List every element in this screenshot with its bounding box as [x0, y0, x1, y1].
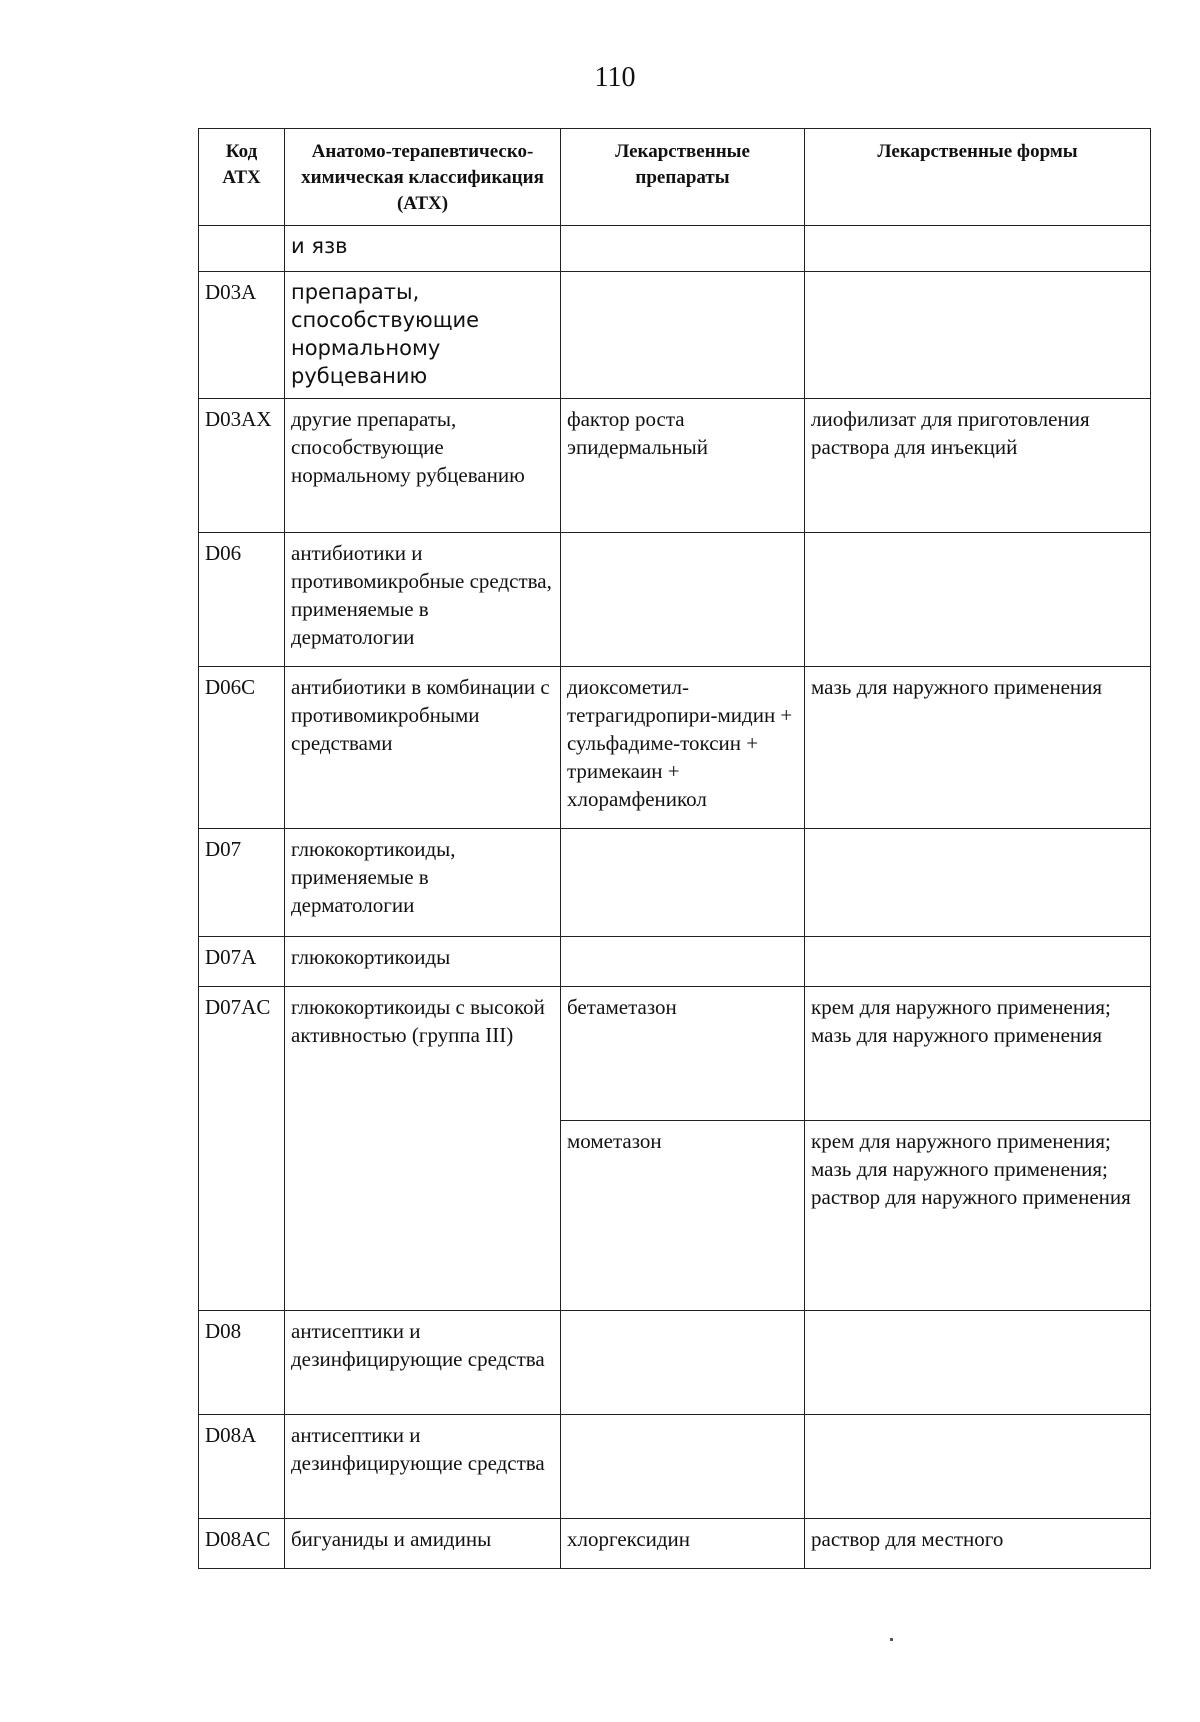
table-row: [199, 1311, 1151, 1415]
cell-classification: антисептики и дезинфицирующие средства: [285, 1415, 561, 1519]
cell-code: [199, 226, 285, 272]
cell-code: D08: [199, 1311, 285, 1415]
cell-code: D07AC: [199, 987, 285, 1311]
cell-form: крем для наружного применения; мазь для наружного применения; раствор для наружного применения: [805, 1121, 1151, 1311]
cell-code: D03A: [199, 272, 285, 399]
cell-form: [805, 272, 1151, 399]
cell-form: [805, 1311, 1151, 1415]
cell-classification: антибиотики в комбинации с противомикробными средствами: [285, 667, 561, 829]
header-drugs: Лекарственные препараты: [561, 129, 805, 226]
table-row: [199, 937, 1151, 987]
cell-form: [805, 226, 1151, 272]
cell-classification: антисептики и дезинфицирующие средства: [285, 1311, 561, 1415]
cell-form: крем для наружного применения; мазь для наружного применения: [805, 987, 1151, 1121]
cell-classification: антибиотики и противомикробные средства, применяемые в дерматологии: [285, 533, 561, 667]
table-row: [199, 272, 1151, 399]
cell-classification: глюкокортикоиды, применяемые в дерматологии: [285, 829, 561, 937]
cell-drug: фактор роста эпидермальный: [561, 399, 805, 533]
cell-code: D08A: [199, 1415, 285, 1519]
table-row: [199, 667, 1151, 829]
cell-code: D07A: [199, 937, 285, 987]
cell-form: лиофилизат для приготовления раствора для инъекций: [805, 399, 1151, 533]
cell-form: раствор для местного: [805, 1519, 1151, 1569]
table-row: [199, 226, 1151, 272]
cell-form: мазь для наружного применения: [805, 667, 1151, 829]
table-row: [199, 399, 1151, 533]
table-header-row: [199, 129, 1151, 226]
cell-classification: бигуаниды и амидины: [285, 1519, 561, 1569]
cell-drug: [561, 937, 805, 987]
cell-form: [805, 1415, 1151, 1519]
cell-drug: диоксометил-тетрагидропири-мидин + сульфадиме-токсин + тримекаин + хлорамфеникол: [561, 667, 805, 829]
cell-drug: [561, 829, 805, 937]
atx-table: [198, 128, 1151, 1569]
cell-drug: мометазон: [561, 1121, 805, 1311]
cell-drug: [561, 1415, 805, 1519]
cell-code: D07: [199, 829, 285, 937]
scan-speck: [890, 1638, 893, 1641]
header-classification: Анатомо-терапевтическо-химическая классификация (АТХ): [285, 129, 561, 226]
cell-drug: бетаметазон: [561, 987, 805, 1121]
cell-drug: [561, 533, 805, 667]
cell-drug: [561, 1311, 805, 1415]
cell-classification: и язв: [285, 226, 561, 272]
cell-drug: [561, 226, 805, 272]
cell-drug: хлоргексидин: [561, 1519, 805, 1569]
table-row: [199, 829, 1151, 937]
cell-classification: глюкокортикоиды с высокой активностью (группа III): [285, 987, 561, 1311]
table-row: [199, 987, 1151, 1121]
table-row: [199, 1415, 1151, 1519]
page-number: 110: [594, 62, 636, 93]
table-row: [199, 533, 1151, 667]
cell-classification: глюкокортикоиды: [285, 937, 561, 987]
cell-form: [805, 937, 1151, 987]
cell-classification: препараты, способствующие нормальному рубцеванию: [285, 272, 561, 399]
cell-drug: [561, 272, 805, 399]
cell-form: [805, 533, 1151, 667]
header-forms: Лекарственные формы: [805, 129, 1151, 226]
cell-code: D06: [199, 533, 285, 667]
cell-code: D03AX: [199, 399, 285, 533]
header-code: Код АТХ: [199, 129, 285, 226]
cell-form: [805, 829, 1151, 937]
cell-classification: другие препараты, способствующие нормальному рубцеванию: [285, 399, 561, 533]
table-row: [199, 1519, 1151, 1569]
cell-code: D06C: [199, 667, 285, 829]
cell-code: D08AC: [199, 1519, 285, 1569]
